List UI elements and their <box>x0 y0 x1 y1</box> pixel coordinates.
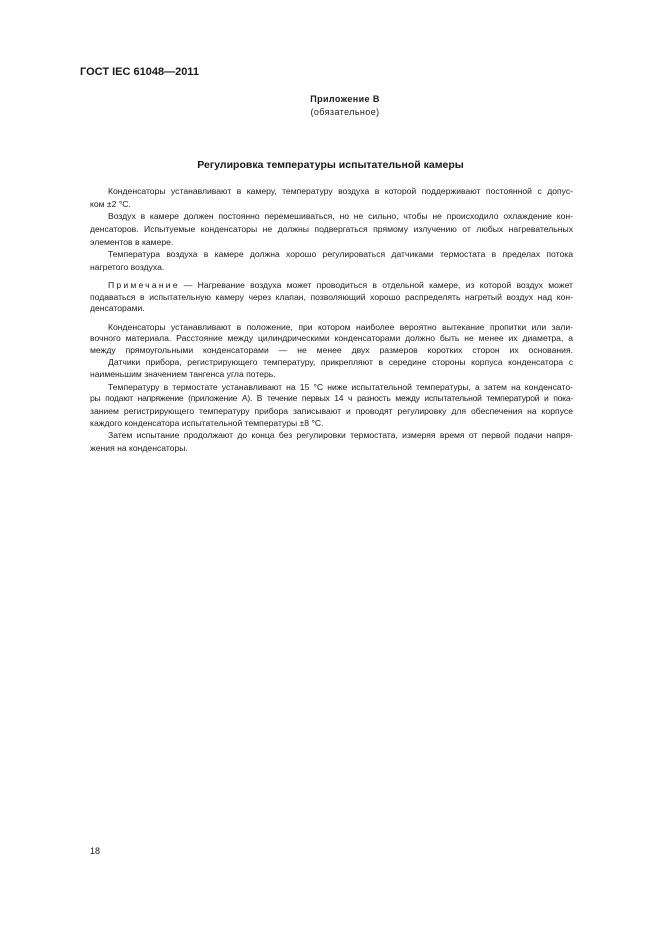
appendix-title: Приложение В <box>310 94 380 104</box>
text-line: Конденсаторы устанавливают в камеру, температуру воздуха в которой поддерживают постоянной с допус- <box>108 186 573 196</box>
text-line: Температура воздуха в камере должна хорошо регулироваться датчиками термостата в пределах потока <box>108 249 573 259</box>
document-code: ГОСТ IEC 61048—2011 <box>80 66 199 78</box>
text-line: жения на конденсаторы. <box>90 443 188 453</box>
page-number: 18 <box>90 846 101 856</box>
text-line: — Нагревание воздуха может проводиться в отдельной камере, из которой воздух может <box>183 280 573 290</box>
text-line: подаваться в испытательную камеру через клапан, позволяющий хорошо распределять нагретый воздух над кон- <box>90 292 573 302</box>
section-title: Регулировка температуры испытательной камеры <box>197 159 464 171</box>
note-label: Примечание <box>108 280 180 290</box>
text-line: каждого конденсатора испытательной температуры ±8 °С. <box>90 418 324 428</box>
text-line: Воздух в камере должен постоянно перемешиваться, но не сильно, чтобы не происходило охлаждение кон- <box>108 211 573 221</box>
text-line: Датчики прибора, регистрирующего температуру, прикрепляют в середине стороны корпуса конденсатора с <box>108 357 573 367</box>
text-line: между прямоугольными конденсаторами — не менее двух размеров коротких сторон их основания. <box>90 345 573 355</box>
text-line: нагретого воздуха. <box>90 262 165 272</box>
note-line <box>108 279 573 291</box>
text-line: Температуру в термостате устанавливают на 15 °С ниже испытательной температуры, а затем на конденсато- <box>108 382 573 392</box>
text-line: занием регистрирующего температуру прибора записывают и проводят регулировку для обеспечения на корпусе <box>90 406 573 416</box>
text-line: элементов в камере. <box>90 237 174 247</box>
text-line: денсаторов. Испытуемые конденсаторы не должны подвергаться прямому излучению от любых нагревательных <box>90 224 573 234</box>
text-line: денсаторами. <box>90 303 145 313</box>
text-line: наименьшим значением тангенса угла потерь. <box>90 369 276 379</box>
text-line: Конденсаторы устанавливают в положение, при котором наиболее вероятно вытекание пропитки или зали- <box>108 322 573 332</box>
text-line: ком ±2 °С. <box>90 199 131 209</box>
appendix-status: (обязательное) <box>310 107 380 117</box>
text-line: вочного материала. Расстояние между цилиндрическими конденсаторами должно быть не менее их диаметра, а <box>90 333 573 343</box>
text-line: Затем испытание продолжают до конца без регулировки термостата, измеряя время от первой подачи напря- <box>108 430 573 440</box>
text-line: ры подают напряжение (приложение А). В течение первых 14 ч разность между испытательной температурой и пока- <box>90 393 573 403</box>
